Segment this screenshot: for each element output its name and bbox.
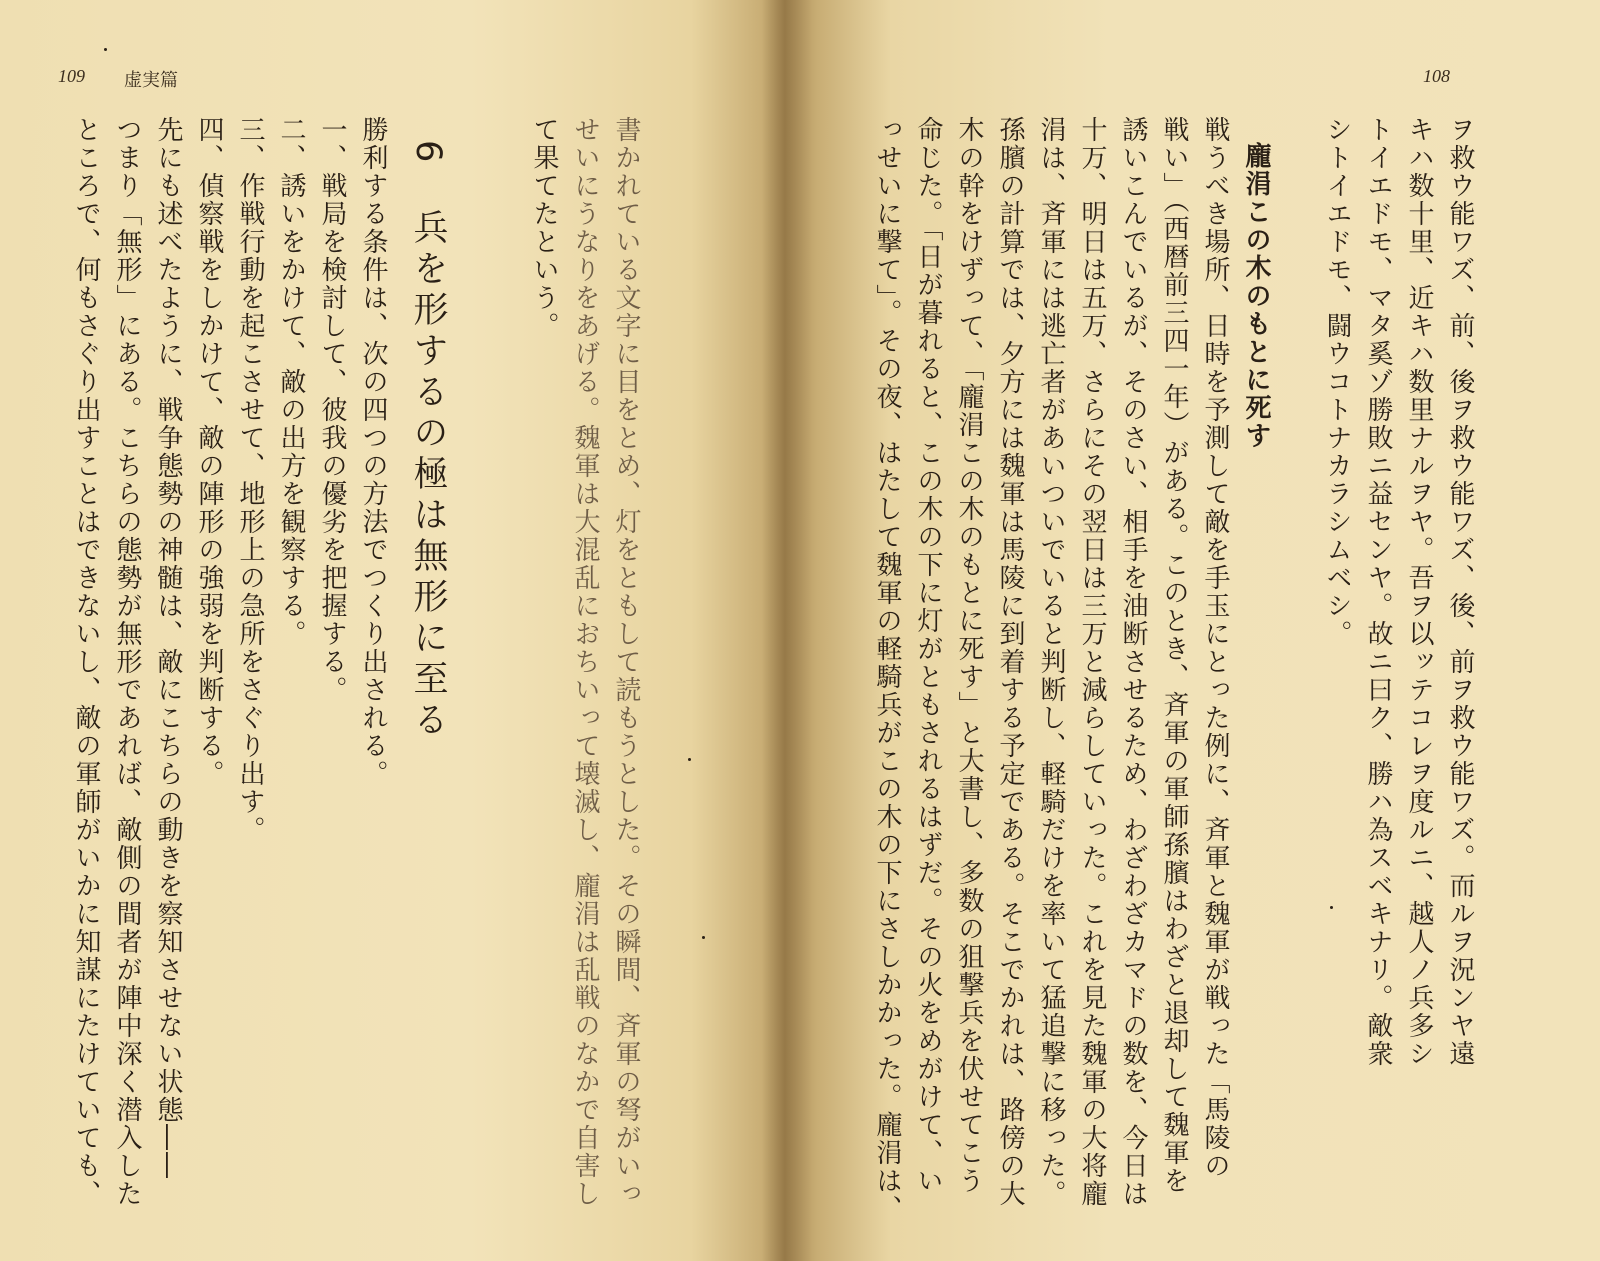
paper-speck	[688, 758, 691, 761]
paragraph-line: ところで、何もさぐり出すことはできないし、敵の軍師がいかに知謀にたけていても、	[71, 116, 101, 1208]
carryover-line: せいにうなりをあげる。魏軍は大混乱におちいって壊滅し、龐涓は乱戦のなかで自害し	[570, 116, 600, 1208]
quote-line: ヲ救ウ能ワズ、前、後ヲ救ウ能ワズ、後、前ヲ救ウ能ワズ。而ルヲ況ンヤ遠	[1445, 116, 1475, 1068]
left-page-body	[65, 116, 646, 1208]
section-heading: 6 兵を形するの極は無形に至る	[408, 140, 448, 743]
carryover-line: て果てたという。	[529, 116, 559, 340]
quote-line: トイエドモ、マタ奚ゾ勝敗ニ益センヤ。故ニ曰ク、勝ハ為スベキナリ。敵衆	[1363, 116, 1393, 1068]
paragraph-line: 戦うべき場所、日時を予測して敵を手玉にとった例に、斉軍と魏軍が戦った「馬陵の	[1200, 116, 1230, 1180]
quote-line: キハ数十里、近キハ数里ナルヲヤ。吾ヲ以ッテコレヲ度ルニ、越人ノ兵多シ	[1404, 116, 1434, 1068]
list-item: 三、作戦行動を起こさせて、地形上の急所をさぐり出す。	[235, 116, 265, 844]
sub-heading: 龐涓この木のもとに死す	[1241, 142, 1271, 450]
list-item: 四、偵察戦をしかけて、敵の陣形の強弱を判断する。	[194, 116, 224, 788]
right-page-number: 108	[1423, 66, 1450, 86]
paragraph-line: 命じた。「日が暮れると、この木の下に灯がともされるはずだ。その火をめがけて、い	[913, 116, 943, 1195]
spacer	[463, 116, 523, 1136]
spacer	[1276, 116, 1316, 1136]
running-head: 虚実篇	[124, 70, 178, 91]
paragraph-line: 孫臏の計算では、夕方には魏軍は馬陵に到着する予定である。そこでかれは、路傍の大	[995, 116, 1025, 1208]
paragraph-line: 誘いこんでいるが、そのさい、相手を油断させるため、わざわざカマドの数を、今日は	[1118, 116, 1148, 1208]
paper-speck	[702, 936, 705, 939]
right-page-body	[866, 116, 1480, 1223]
list-item: 一、戦局を検討して、彼我の優劣を把握する。	[317, 116, 347, 704]
paragraph-line: 戦い」（西暦前三四一年）がある。このとき、斉軍の軍師孫臏はわざと退却して魏軍を	[1159, 116, 1189, 1195]
paragraph-line: 先にも述べたように、戦争態勢の神髄は、敵にこちらの動きを察知させない状態――	[153, 116, 183, 1180]
list-item: 二、誘いをかけて、敵の出方を観察する。	[276, 116, 306, 648]
book-spine	[762, 0, 812, 1261]
left-page-number: 109	[58, 66, 85, 86]
paragraph-line: っせいに撃て」。その夜、はたして魏軍の軽騎兵がこの木の下にさしかかった。龐涓は、	[872, 116, 902, 1223]
paper-speck	[104, 48, 107, 51]
carryover-line: 書かれている文字に目をとめ、灯をともして読もうとした。その瞬間、斉軍の弩がいっ	[611, 116, 641, 1208]
paragraph-line: 涓は、斉軍には逃亡者があいついでいると判断し、軽騎だけを率いて猛追撃に移った。	[1036, 116, 1066, 1208]
paragraph-line: 勝利する条件は、次の四つの方法でつくり出される。	[358, 116, 388, 788]
paragraph-line: 十万、明日は五万、さらにその翌日は三万と減らしていった。これを見た魏軍の大将龐	[1077, 116, 1107, 1208]
right-page	[785, 0, 1600, 1261]
paper-speck	[1330, 906, 1333, 909]
paragraph-line: つまり「無形」にある。こちらの態勢が無形であれば、敵側の間者が陣中深く潜入した	[112, 116, 142, 1208]
left-page	[0, 0, 785, 1261]
paragraph-line: 木の幹をけずって、「龐涓この木のもとに死す」と大書し、多数の狙撃兵を伏せてこう	[954, 116, 984, 1195]
quote-line: シトイエドモ、闘ウコトナカラシムベシ。	[1322, 116, 1352, 648]
